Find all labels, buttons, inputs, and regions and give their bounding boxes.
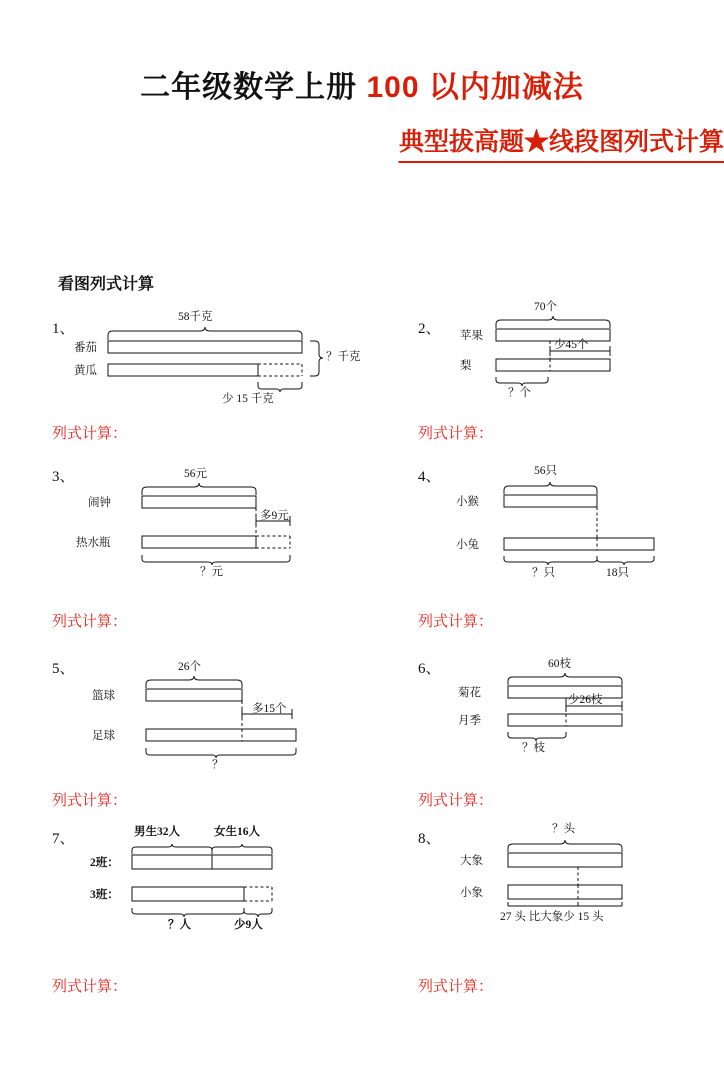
problem-5-row2-name: 足球 [92,730,115,742]
problem-6-row1-name: 菊花 [458,687,481,699]
problem-4-diagram [456,464,700,584]
problem-7-row1-name: 2班： [90,857,119,869]
problem-1-answer-label: 列式计算： [52,426,128,442]
page-title [0,62,724,106]
problem-6-right-label: 少26枝 [568,694,603,706]
problem-6-answer-label: 列式计算： [418,793,494,809]
problem-7-row2-name: 3班： [90,889,119,901]
problem-3-right-label: 多9元 [260,510,289,522]
problem-8-row1-name: 大象 [460,855,483,867]
problem-4-bottom-label-1: ？只 [532,567,555,579]
problem-7-number: 7、 [52,831,75,847]
problem-6-row2-name: 月季 [458,715,481,727]
problem-5-top-label: 26个 [178,661,201,673]
problem-8-number: 8、 [418,831,441,847]
problem-4-number: 4、 [418,469,441,485]
problem-5-row1-name: 篮球 [92,690,115,702]
problem-1-row1-name: 番茄 [74,342,97,354]
problem-8-bottom-label: 27 头 比大象少 15 头 [500,911,604,923]
problem-8-top-label: ？头 [552,823,575,835]
problem-3-number: 3、 [52,469,75,485]
problem-2-number: 2、 [418,321,441,337]
problem-4-bottom-label-2: 18只 [606,567,629,579]
problem-1-row2-name: 黄瓜 [74,365,97,377]
problem-5-bottom-label: ？ [212,759,224,771]
problem-2-row1-name: 苹果 [460,330,483,342]
problem-1-right-label: ？千克 [326,351,361,363]
problem-2-row2-name: 梨 [460,360,472,372]
problem-5-answer-label: 列式计算： [52,793,128,809]
problem-1-bottom-label: 少 15 千克 [222,393,274,405]
problem-3-answer-label: 列式计算： [52,614,128,630]
problem-3-svg [138,467,338,587]
problem-2-bottom-label: ？个 [508,387,531,399]
problem-1-number: 1、 [52,321,75,337]
problem-7-answer-label: 列式计算： [52,979,128,995]
problem-6-number: 6、 [418,661,441,677]
problem-4-svg [500,464,700,584]
problem-6-diagram [458,657,704,767]
problem-8-answer-label: 列式计算： [418,979,494,995]
problem-1-top-label: 58千克 [178,311,213,323]
page-subtitle: 典型拔高题★线段图列式计算 [399,122,724,163]
problem-4-row2-name: 小兔 [456,539,479,551]
problem-5-diagram [92,660,342,771]
problem-7-bottom-label-2: 少9人 [234,919,263,931]
problem-1-diagram [74,311,361,405]
problem-7-top-label-1: 男生32人 [134,826,180,838]
problem-3-row1-name: 闹钟 [88,497,111,509]
problem-3-top-label: 56元 [184,468,207,480]
problem-2-diagram [460,301,692,402]
problem-2-right-label: 少45个 [554,339,589,351]
problem-7-diagram [90,826,324,940]
problem-1-svg [100,312,360,402]
problem-8-diagram [460,822,704,932]
problem-3-row2-name: 热水瓶 [76,537,111,549]
page-title-red: 100 以内加减法 [366,71,584,104]
page-subtitle-wrap [0,106,724,163]
problem-5-number: 5、 [52,661,75,677]
problem-7-bottom-label-1: ？人 [168,919,191,931]
problem-4-row1-name: 小猴 [456,496,479,508]
problem-2-top-label: 70个 [534,301,557,313]
page-title-black: 二年级数学上册 [140,71,367,104]
instruction-text: 看图列式计算 [58,276,155,293]
problem-6-bottom-label: ？枝 [522,742,545,754]
problem-7-top-label-2: 女生16人 [214,826,260,838]
problem-4-top-label: 56只 [534,465,557,477]
problem-5-svg [142,660,342,770]
problem-2-answer-label: 列式计算： [418,426,494,442]
problem-5-right-label: 多15个 [252,703,287,715]
problem-3-bottom-label: ？元 [200,566,223,578]
worksheet-page [0,62,724,1086]
problem-8-row2-name: 小象 [460,887,483,899]
problem-7-svg [124,830,324,940]
problem-6-top-label: 60枝 [548,658,571,670]
problem-4-answer-label: 列式计算： [418,614,494,630]
problem-3-diagram [76,467,338,587]
